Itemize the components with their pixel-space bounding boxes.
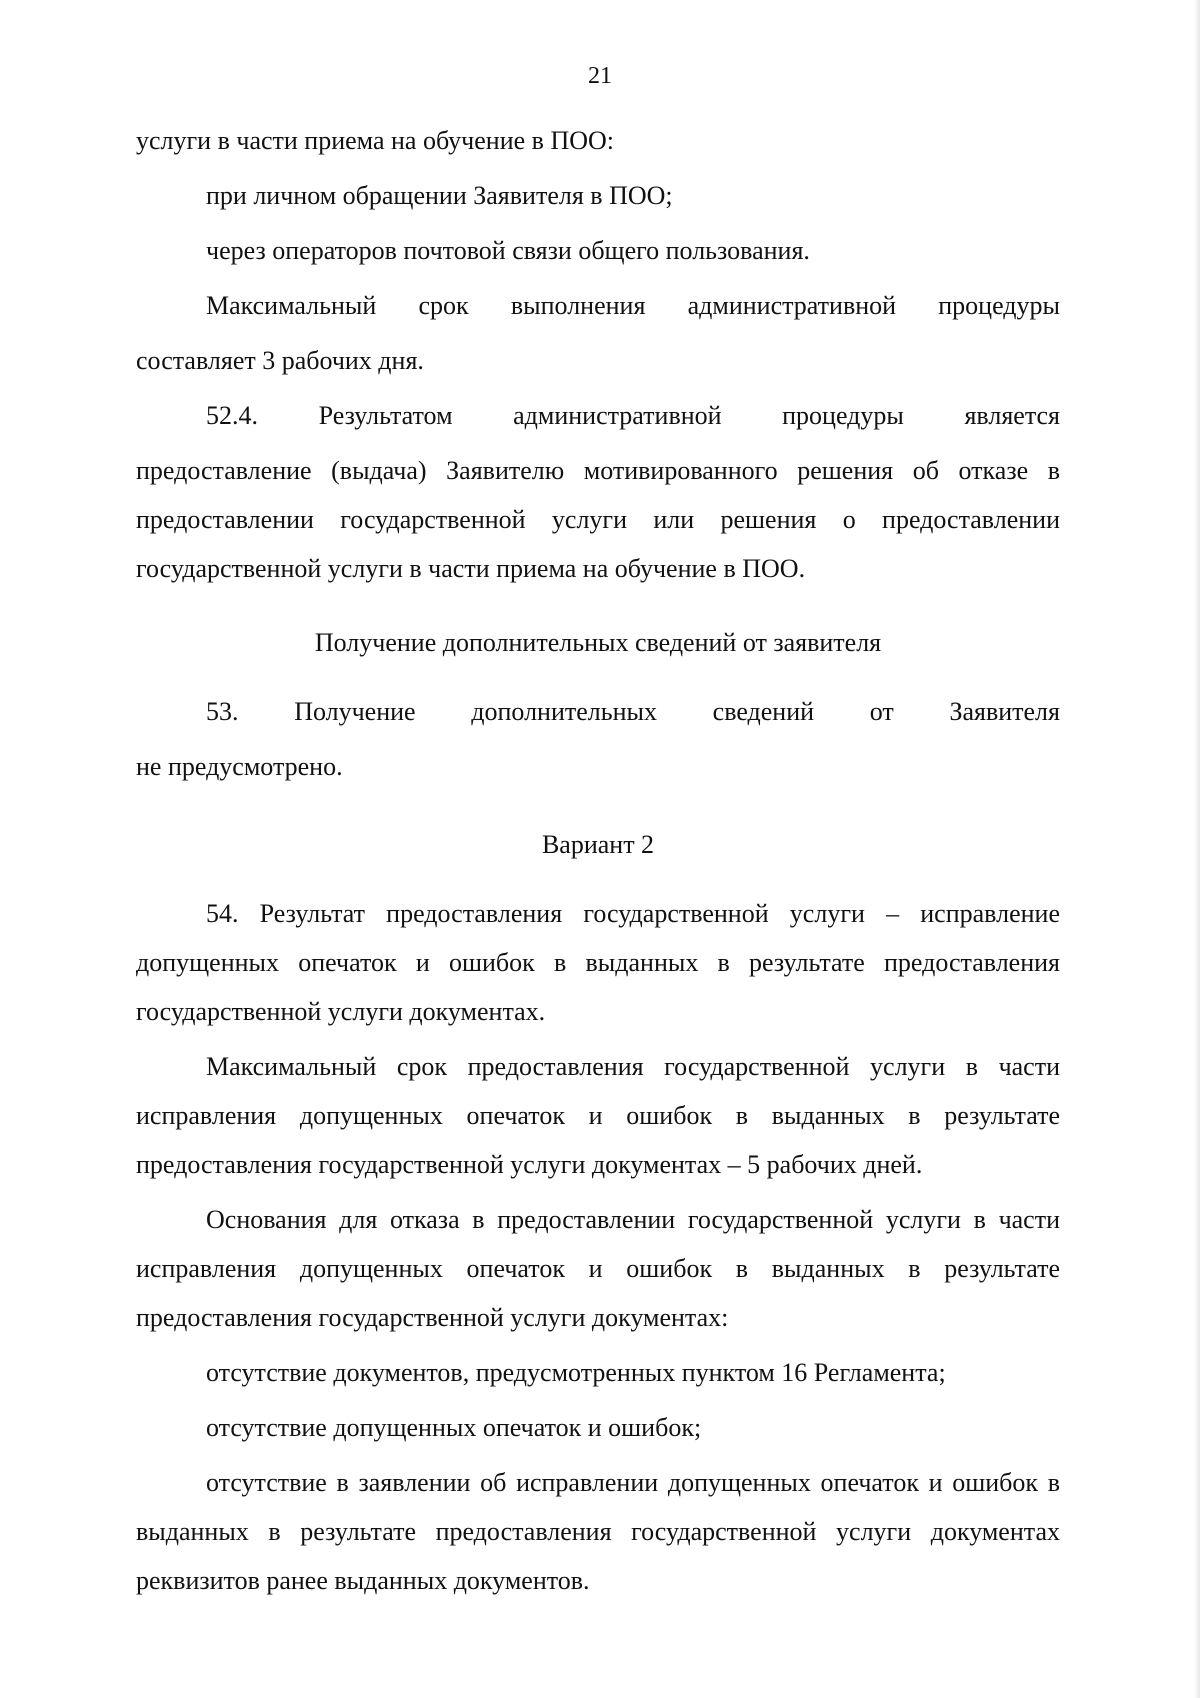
- page-number: 21: [588, 63, 612, 89]
- paragraph-53-line1: 53. Получение дополнительных сведений от Заявителя: [206, 697, 1060, 726]
- paragraph-continuation: услуги в части приема на обучение в ПОО:: [136, 126, 614, 155]
- paragraph-no-requisites: отсутствие в заявлении об исправлении допущенных опечаток и ошибок в выданных в результате предоставления государственной услуги документах реквизитов ранее выданных документов.: [136, 1468, 1060, 1595]
- paragraph-52-4-body: предоставление (выдача) Заявителю мотивированного решения об отказе в предоставлении государственной услуги или решения о предоставлении государственной услуги в части приема на обучение в ПОО.: [136, 456, 1060, 583]
- paragraph-54: 54. Результат предоставления государственной услуги – исправление допущенных опечаток и ошибок в выданных в результате предоставления государственной услуги документах.: [136, 899, 1060, 1026]
- paragraph-postal-operators: через операторов почтовой связи общего пользования.: [206, 236, 810, 265]
- paragraph-personal-application: при личном обращении Заявителя в ПОО;: [206, 181, 673, 210]
- paragraph-max-term-line1: Максимальный срок выполнения административной процедуры: [206, 291, 1060, 320]
- paragraph-refusal-grounds: Основания для отказа в предоставлении государственной услуги в части исправления допущенных опечаток и ошибок в выданных в результате предоставления государственной услуги документах:: [136, 1205, 1060, 1332]
- paragraph-53-line2: не предусмотрено.: [136, 752, 343, 781]
- section-heading-additional-info: Получение дополнительных сведений от заявителя: [314, 628, 882, 657]
- paragraph-52-4-line1: 52.4. Результатом административной процедуры является: [206, 401, 1060, 430]
- paragraph-no-documents: отсутствие документов, предусмотренных пунктом 16 Регламента;: [206, 1358, 946, 1387]
- section-heading-variant-2: Вариант 2: [541, 830, 655, 859]
- document-body: [136, 116, 1060, 1611]
- scan-edge-shadow: [1194, 0, 1200, 1698]
- paragraph-max-term-variant-2: Максимальный срок предоставления государственной услуги в части исправления допущенных опечаток и ошибок в выданных в результате предоставления государственной услуги документах – 5 рабочих дней.: [136, 1052, 1060, 1179]
- paragraph-max-term-line2: составляет 3 рабочих дня.: [136, 346, 424, 375]
- paragraph-no-typos: отсутствие допущенных опечаток и ошибок;: [206, 1413, 702, 1442]
